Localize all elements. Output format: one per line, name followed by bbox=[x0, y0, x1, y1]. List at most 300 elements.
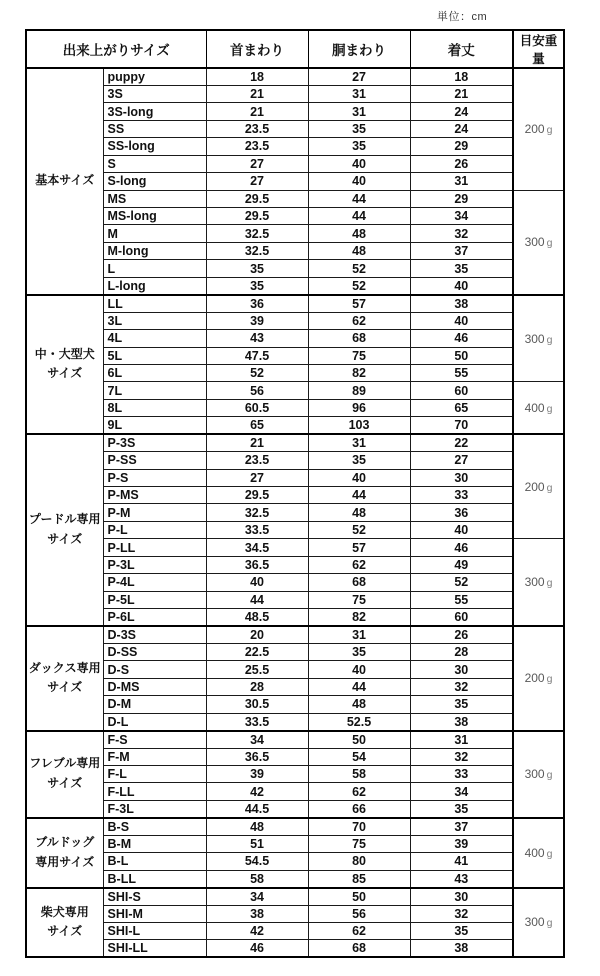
girth-value-cell: 62 bbox=[308, 312, 410, 329]
header-weight: 目安重量 bbox=[513, 30, 564, 68]
girth-value-cell: 27 bbox=[308, 68, 410, 85]
neck-value-cell: 36.5 bbox=[206, 556, 308, 573]
neck-value-cell: 60.5 bbox=[206, 399, 308, 416]
group-label-line: サイズ bbox=[47, 532, 83, 547]
neck-value-cell: 36 bbox=[206, 295, 308, 312]
length-value-cell: 27 bbox=[410, 452, 513, 469]
table-row bbox=[26, 713, 564, 730]
neck-value-cell: 48.5 bbox=[206, 609, 308, 626]
weight-cell bbox=[513, 888, 564, 958]
girth-value-cell: 31 bbox=[308, 103, 410, 120]
size-name-cell: S-long bbox=[103, 173, 206, 190]
table-row bbox=[26, 835, 564, 852]
size-name-cell: M bbox=[103, 225, 206, 242]
girth-value-cell: 52 bbox=[308, 260, 410, 277]
table-row bbox=[26, 85, 564, 102]
size-name-cell: B-L bbox=[103, 853, 206, 870]
size-name-cell: D-SS bbox=[103, 643, 206, 660]
girth-value-cell: 44 bbox=[308, 487, 410, 504]
size-name-cell: B-M bbox=[103, 835, 206, 852]
length-value-cell: 37 bbox=[410, 818, 513, 835]
size-name-cell: P-L bbox=[103, 521, 206, 538]
length-value-cell: 46 bbox=[410, 539, 513, 556]
weight-cell bbox=[513, 539, 564, 626]
length-value-cell: 36 bbox=[410, 504, 513, 521]
length-value-cell: 40 bbox=[410, 521, 513, 538]
neck-value-cell: 48 bbox=[206, 818, 308, 835]
size-name-cell: D-MS bbox=[103, 678, 206, 695]
length-value-cell: 35 bbox=[410, 260, 513, 277]
length-value-cell: 32 bbox=[410, 678, 513, 695]
size-name-cell: P-MS bbox=[103, 487, 206, 504]
length-value-cell: 34 bbox=[410, 783, 513, 800]
length-value-cell: 35 bbox=[410, 800, 513, 817]
length-value-cell: 29 bbox=[410, 190, 513, 207]
length-value-cell: 21 bbox=[410, 85, 513, 102]
size-name-cell: MS bbox=[103, 190, 206, 207]
girth-value-cell: 89 bbox=[308, 382, 410, 399]
girth-value-cell: 58 bbox=[308, 766, 410, 783]
table-row bbox=[26, 487, 564, 504]
length-value-cell: 33 bbox=[410, 766, 513, 783]
girth-value-cell: 31 bbox=[308, 434, 410, 451]
girth-value-cell: 62 bbox=[308, 556, 410, 573]
girth-value-cell: 50 bbox=[308, 888, 410, 905]
table-row bbox=[26, 190, 564, 207]
size-name-cell: F-LL bbox=[103, 783, 206, 800]
table-row bbox=[26, 574, 564, 591]
neck-value-cell: 34 bbox=[206, 888, 308, 905]
girth-value-cell: 35 bbox=[308, 120, 410, 137]
girth-value-cell: 75 bbox=[308, 347, 410, 364]
group-label-line: 中・大型犬 bbox=[34, 346, 95, 361]
size-name-cell: 9L bbox=[103, 417, 206, 434]
neck-value-cell: 43 bbox=[206, 330, 308, 347]
header-row bbox=[26, 30, 564, 68]
length-value-cell: 35 bbox=[410, 696, 513, 713]
header-finished-size: 出来上がりサイズ bbox=[26, 30, 206, 68]
neck-value-cell: 22.5 bbox=[206, 643, 308, 660]
weight-cell bbox=[513, 382, 564, 434]
length-value-cell: 60 bbox=[410, 382, 513, 399]
length-value-cell: 29 bbox=[410, 138, 513, 155]
weight-unit: g bbox=[546, 577, 553, 590]
size-name-cell: P-6L bbox=[103, 609, 206, 626]
length-value-cell: 28 bbox=[410, 643, 513, 660]
size-name-cell: D-3S bbox=[103, 626, 206, 643]
length-value-cell: 60 bbox=[410, 609, 513, 626]
size-name-cell: 3S-long bbox=[103, 103, 206, 120]
group-label-line: 柴犬専用 bbox=[40, 904, 89, 919]
length-value-cell: 37 bbox=[410, 242, 513, 259]
group-cell bbox=[26, 626, 103, 731]
table-row bbox=[26, 643, 564, 660]
girth-value-cell: 66 bbox=[308, 800, 410, 817]
neck-value-cell: 42 bbox=[206, 922, 308, 939]
weight-value: 300 bbox=[524, 767, 545, 782]
size-name-cell: B-S bbox=[103, 818, 206, 835]
length-value-cell: 30 bbox=[410, 469, 513, 486]
weight-cell bbox=[513, 190, 564, 295]
size-name-cell: B-LL bbox=[103, 870, 206, 887]
neck-value-cell: 35 bbox=[206, 277, 308, 294]
neck-value-cell: 52 bbox=[206, 364, 308, 381]
size-name-cell: 7L bbox=[103, 382, 206, 399]
girth-value-cell: 44 bbox=[308, 678, 410, 695]
girth-value-cell: 52 bbox=[308, 521, 410, 538]
size-name-cell: P-5L bbox=[103, 591, 206, 608]
neck-value-cell: 54.5 bbox=[206, 853, 308, 870]
size-name-cell: M-long bbox=[103, 242, 206, 259]
length-value-cell: 38 bbox=[410, 295, 513, 312]
girth-value-cell: 31 bbox=[308, 626, 410, 643]
length-value-cell: 55 bbox=[410, 591, 513, 608]
table-row bbox=[26, 609, 564, 626]
weight-unit: g bbox=[546, 237, 553, 250]
length-value-cell: 34 bbox=[410, 208, 513, 225]
table-row bbox=[26, 138, 564, 155]
girth-value-cell: 50 bbox=[308, 731, 410, 748]
length-value-cell: 70 bbox=[410, 417, 513, 434]
girth-value-cell: 48 bbox=[308, 225, 410, 242]
size-chart-table bbox=[25, 29, 565, 958]
size-name-cell: 5L bbox=[103, 347, 206, 364]
size-name-cell: D-M bbox=[103, 696, 206, 713]
girth-value-cell: 56 bbox=[308, 905, 410, 922]
weight-unit: g bbox=[546, 673, 553, 686]
neck-value-cell: 51 bbox=[206, 835, 308, 852]
length-value-cell: 52 bbox=[410, 574, 513, 591]
length-value-cell: 38 bbox=[410, 940, 513, 957]
table-row bbox=[26, 539, 564, 556]
table-row bbox=[26, 68, 564, 85]
group-label-line: サイズ bbox=[47, 366, 83, 381]
group-cell bbox=[26, 818, 103, 888]
neck-value-cell: 27 bbox=[206, 173, 308, 190]
weight-value: 200 bbox=[524, 671, 545, 686]
neck-value-cell: 29.5 bbox=[206, 487, 308, 504]
header-neck: 首まわり bbox=[206, 30, 308, 68]
neck-value-cell: 32.5 bbox=[206, 242, 308, 259]
table-row bbox=[26, 469, 564, 486]
neck-value-cell: 28 bbox=[206, 678, 308, 695]
length-value-cell: 30 bbox=[410, 661, 513, 678]
table-row bbox=[26, 870, 564, 887]
table-row bbox=[26, 748, 564, 765]
girth-value-cell: 44 bbox=[308, 208, 410, 225]
size-name-cell: SHI-L bbox=[103, 922, 206, 939]
neck-value-cell: 56 bbox=[206, 382, 308, 399]
weight-unit: g bbox=[546, 769, 553, 782]
size-name-cell: SHI-S bbox=[103, 888, 206, 905]
table-row bbox=[26, 382, 564, 399]
size-name-cell: 3S bbox=[103, 85, 206, 102]
girth-value-cell: 96 bbox=[308, 399, 410, 416]
length-value-cell: 32 bbox=[410, 905, 513, 922]
length-value-cell: 35 bbox=[410, 922, 513, 939]
neck-value-cell: 47.5 bbox=[206, 347, 308, 364]
girth-value-cell: 44 bbox=[308, 190, 410, 207]
length-value-cell: 40 bbox=[410, 312, 513, 329]
girth-value-cell: 35 bbox=[308, 138, 410, 155]
group-label-line: サイズ bbox=[47, 680, 83, 695]
weight-cell bbox=[513, 68, 564, 190]
table-row bbox=[26, 922, 564, 939]
length-value-cell: 65 bbox=[410, 399, 513, 416]
weight-value: 400 bbox=[524, 845, 545, 860]
length-value-cell: 38 bbox=[410, 713, 513, 730]
length-value-cell: 49 bbox=[410, 556, 513, 573]
group-cell bbox=[26, 295, 103, 435]
neck-value-cell: 34 bbox=[206, 731, 308, 748]
neck-value-cell: 18 bbox=[206, 68, 308, 85]
girth-value-cell: 68 bbox=[308, 940, 410, 957]
weight-cell bbox=[513, 434, 564, 539]
neck-value-cell: 21 bbox=[206, 85, 308, 102]
table-row bbox=[26, 818, 564, 835]
neck-value-cell: 58 bbox=[206, 870, 308, 887]
group-cell bbox=[26, 731, 103, 818]
neck-value-cell: 46 bbox=[206, 940, 308, 957]
size-name-cell: F-3L bbox=[103, 800, 206, 817]
table-row bbox=[26, 295, 564, 312]
size-name-cell: puppy bbox=[103, 68, 206, 85]
table-row bbox=[26, 696, 564, 713]
weight-cell bbox=[513, 731, 564, 818]
weight-cell bbox=[513, 626, 564, 731]
weight-cell bbox=[513, 818, 564, 888]
table-row bbox=[26, 591, 564, 608]
length-value-cell: 26 bbox=[410, 155, 513, 172]
girth-value-cell: 40 bbox=[308, 661, 410, 678]
group-label-line: プードル専用 bbox=[28, 512, 101, 527]
group-label-line: フレブル専用 bbox=[29, 756, 101, 771]
girth-value-cell: 48 bbox=[308, 504, 410, 521]
table-row bbox=[26, 521, 564, 538]
group-label-line: ダックス専用 bbox=[28, 660, 101, 675]
size-name-cell: P-3L bbox=[103, 556, 206, 573]
group-label-line: 基本サイズ bbox=[35, 173, 95, 188]
table-row bbox=[26, 242, 564, 259]
table-row bbox=[26, 155, 564, 172]
neck-value-cell: 38 bbox=[206, 905, 308, 922]
weight-unit: g bbox=[546, 333, 553, 346]
neck-value-cell: 30.5 bbox=[206, 696, 308, 713]
size-name-cell: P-S bbox=[103, 469, 206, 486]
neck-value-cell: 32.5 bbox=[206, 225, 308, 242]
size-name-cell: P-4L bbox=[103, 574, 206, 591]
header-length: 着丈 bbox=[410, 30, 513, 68]
size-name-cell: SHI-M bbox=[103, 905, 206, 922]
table-row bbox=[26, 661, 564, 678]
weight-value: 300 bbox=[524, 575, 545, 590]
table-row bbox=[26, 434, 564, 451]
table-row bbox=[26, 347, 564, 364]
table-row bbox=[26, 417, 564, 434]
length-value-cell: 39 bbox=[410, 835, 513, 852]
length-value-cell: 22 bbox=[410, 434, 513, 451]
length-value-cell: 41 bbox=[410, 853, 513, 870]
size-name-cell: F-L bbox=[103, 766, 206, 783]
size-name-cell: LL bbox=[103, 295, 206, 312]
neck-value-cell: 42 bbox=[206, 783, 308, 800]
weight-value: 200 bbox=[524, 122, 545, 137]
size-name-cell: L bbox=[103, 260, 206, 277]
girth-value-cell: 48 bbox=[308, 696, 410, 713]
girth-value-cell: 103 bbox=[308, 417, 410, 434]
size-name-cell: F-M bbox=[103, 748, 206, 765]
girth-value-cell: 62 bbox=[308, 922, 410, 939]
neck-value-cell: 39 bbox=[206, 312, 308, 329]
weight-value: 400 bbox=[524, 400, 545, 415]
group-cell bbox=[26, 888, 103, 958]
neck-value-cell: 23.5 bbox=[206, 120, 308, 137]
girth-value-cell: 70 bbox=[308, 818, 410, 835]
table-row bbox=[26, 940, 564, 957]
girth-value-cell: 82 bbox=[308, 609, 410, 626]
table-row bbox=[26, 260, 564, 277]
table-row bbox=[26, 452, 564, 469]
table-row bbox=[26, 364, 564, 381]
neck-value-cell: 27 bbox=[206, 155, 308, 172]
neck-value-cell: 33.5 bbox=[206, 521, 308, 538]
table-row bbox=[26, 783, 564, 800]
length-value-cell: 32 bbox=[410, 748, 513, 765]
girth-value-cell: 80 bbox=[308, 853, 410, 870]
size-name-cell: P-3S bbox=[103, 434, 206, 451]
neck-value-cell: 23.5 bbox=[206, 138, 308, 155]
weight-value: 200 bbox=[524, 479, 545, 494]
size-name-cell: D-L bbox=[103, 713, 206, 730]
weight-value: 300 bbox=[524, 235, 545, 250]
weight-value: 300 bbox=[524, 331, 545, 346]
table-row bbox=[26, 504, 564, 521]
table-row bbox=[26, 120, 564, 137]
weight-unit: g bbox=[546, 481, 553, 494]
table-row bbox=[26, 103, 564, 120]
table-body bbox=[26, 68, 564, 957]
header-girth: 胴まわり bbox=[308, 30, 410, 68]
length-value-cell: 43 bbox=[410, 870, 513, 887]
size-name-cell: 4L bbox=[103, 330, 206, 347]
table-row bbox=[26, 888, 564, 905]
neck-value-cell: 23.5 bbox=[206, 452, 308, 469]
neck-value-cell: 33.5 bbox=[206, 713, 308, 730]
length-value-cell: 26 bbox=[410, 626, 513, 643]
neck-value-cell: 39 bbox=[206, 766, 308, 783]
girth-value-cell: 52 bbox=[308, 277, 410, 294]
size-name-cell: SS bbox=[103, 120, 206, 137]
table-row bbox=[26, 208, 564, 225]
girth-value-cell: 82 bbox=[308, 364, 410, 381]
table-row bbox=[26, 800, 564, 817]
neck-value-cell: 21 bbox=[206, 434, 308, 451]
table-row bbox=[26, 399, 564, 416]
table-row bbox=[26, 556, 564, 573]
girth-value-cell: 75 bbox=[308, 835, 410, 852]
neck-value-cell: 25.5 bbox=[206, 661, 308, 678]
length-value-cell: 24 bbox=[410, 120, 513, 137]
table-row bbox=[26, 766, 564, 783]
size-name-cell: P-SS bbox=[103, 452, 206, 469]
neck-value-cell: 27 bbox=[206, 469, 308, 486]
neck-value-cell: 29.5 bbox=[206, 208, 308, 225]
girth-value-cell: 48 bbox=[308, 242, 410, 259]
size-name-cell: D-S bbox=[103, 661, 206, 678]
neck-value-cell: 29.5 bbox=[206, 190, 308, 207]
length-value-cell: 32 bbox=[410, 225, 513, 242]
length-value-cell: 33 bbox=[410, 487, 513, 504]
length-value-cell: 31 bbox=[410, 731, 513, 748]
neck-value-cell: 32.5 bbox=[206, 504, 308, 521]
table-row bbox=[26, 277, 564, 294]
table-row bbox=[26, 905, 564, 922]
weight-unit: g bbox=[546, 847, 553, 860]
neck-value-cell: 40 bbox=[206, 574, 308, 591]
size-name-cell: 3L bbox=[103, 312, 206, 329]
weight-value: 300 bbox=[524, 915, 545, 930]
length-value-cell: 40 bbox=[410, 277, 513, 294]
girth-value-cell: 40 bbox=[308, 155, 410, 172]
table-row bbox=[26, 731, 564, 748]
length-value-cell: 46 bbox=[410, 330, 513, 347]
neck-value-cell: 36.5 bbox=[206, 748, 308, 765]
group-label-line: 専用サイズ bbox=[35, 854, 95, 869]
size-name-cell: SS-long bbox=[103, 138, 206, 155]
group-label-line: サイズ bbox=[47, 924, 83, 939]
girth-value-cell: 52.5 bbox=[308, 713, 410, 730]
weight-cell bbox=[513, 295, 564, 382]
group-cell bbox=[26, 434, 103, 626]
weight-unit: g bbox=[546, 917, 553, 930]
length-value-cell: 55 bbox=[410, 364, 513, 381]
group-cell bbox=[26, 68, 103, 295]
girth-value-cell: 35 bbox=[308, 452, 410, 469]
girth-value-cell: 54 bbox=[308, 748, 410, 765]
group-label-line: ブルドッグ bbox=[35, 834, 95, 849]
weight-unit: g bbox=[546, 124, 553, 137]
size-name-cell: P-M bbox=[103, 504, 206, 521]
girth-value-cell: 40 bbox=[308, 469, 410, 486]
length-value-cell: 30 bbox=[410, 888, 513, 905]
girth-value-cell: 57 bbox=[308, 295, 410, 312]
length-value-cell: 50 bbox=[410, 347, 513, 364]
table-row bbox=[26, 312, 564, 329]
neck-value-cell: 34.5 bbox=[206, 539, 308, 556]
table-row bbox=[26, 678, 564, 695]
neck-value-cell: 44 bbox=[206, 591, 308, 608]
table-row bbox=[26, 853, 564, 870]
length-value-cell: 31 bbox=[410, 173, 513, 190]
table-row bbox=[26, 330, 564, 347]
neck-value-cell: 21 bbox=[206, 103, 308, 120]
girth-value-cell: 57 bbox=[308, 539, 410, 556]
size-name-cell: 8L bbox=[103, 399, 206, 416]
girth-value-cell: 35 bbox=[308, 643, 410, 660]
girth-value-cell: 40 bbox=[308, 173, 410, 190]
size-name-cell: S bbox=[103, 155, 206, 172]
length-value-cell: 18 bbox=[410, 68, 513, 85]
girth-value-cell: 62 bbox=[308, 783, 410, 800]
size-name-cell: L-long bbox=[103, 277, 206, 294]
weight-unit: g bbox=[546, 402, 553, 415]
girth-value-cell: 85 bbox=[308, 870, 410, 887]
neck-value-cell: 35 bbox=[206, 260, 308, 277]
unit-label: 単位：cm bbox=[437, 11, 488, 23]
girth-value-cell: 68 bbox=[308, 574, 410, 591]
size-name-cell: MS-long bbox=[103, 208, 206, 225]
size-name-cell: P-LL bbox=[103, 539, 206, 556]
